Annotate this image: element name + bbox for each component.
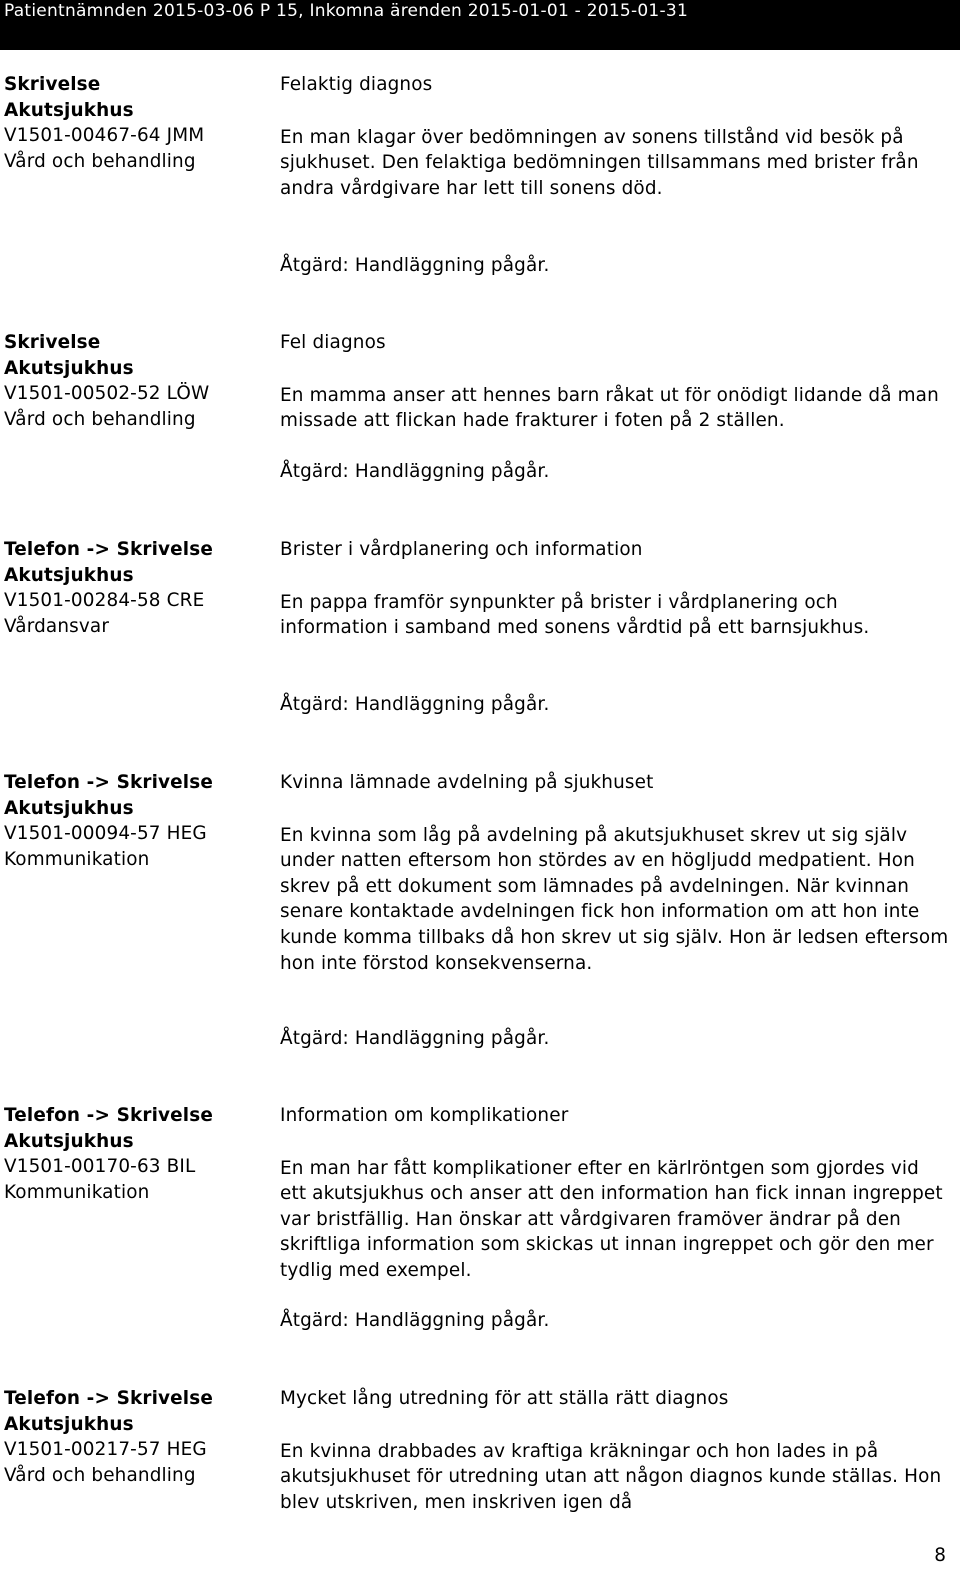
case-title: Mycket lång utredning för att ställa rätt diagnos xyxy=(280,1388,729,1409)
case-unit: Akutsjukhus xyxy=(4,1413,134,1435)
case-description: En pappa framför synpunkter på brister i vårdplanering och information i samband med sonens vårdtid på ett barnsjukhus. xyxy=(280,591,870,639)
case-unit: Akutsjukhus xyxy=(4,357,134,379)
case-channel: Skrivelse xyxy=(4,332,101,353)
case-channel: Telefon -> Skrivelse xyxy=(4,1388,213,1409)
case-id: V1501-00170-63 BIL xyxy=(4,1156,196,1178)
case-id: V1501-00502-52 LÖW xyxy=(4,383,210,405)
case-id: V1501-00217-57 HEG xyxy=(4,1439,207,1461)
case-description: En kvinna drabbades av kraftiga kräkningar och hon lades in på akutsjukhuset för utredning utan att någon diagnos kunde ställas. Hon blev utskriven, men inskriven igen då xyxy=(280,1440,942,1513)
case-meta xyxy=(4,1103,274,1205)
case-meta xyxy=(4,330,274,432)
case-body xyxy=(280,1386,950,1515)
case-action: Åtgärd: Handläggning pågår. xyxy=(280,461,550,482)
case-action: Åtgärd: Handläggning pågår. xyxy=(280,1028,550,1049)
header-title: Patientnämnden 2015-03-06 P 15, Inkomna ärenden 2015-01-01 - 2015-01-31 xyxy=(4,1,689,21)
page-header xyxy=(0,0,960,50)
case-category: Vård och behandling xyxy=(4,150,196,172)
case-title: Felaktig diagnos xyxy=(280,74,433,95)
case-body xyxy=(280,330,950,434)
case-meta xyxy=(4,770,274,872)
case-category: Kommunikation xyxy=(4,1181,150,1203)
case-meta xyxy=(4,1386,274,1488)
case-body xyxy=(280,72,950,201)
case-unit: Akutsjukhus xyxy=(4,564,134,586)
case-unit: Akutsjukhus xyxy=(4,99,134,121)
case-id: V1501-00094-57 HEG xyxy=(4,823,207,845)
case-meta xyxy=(4,537,274,639)
case-channel: Skrivelse xyxy=(4,74,101,95)
case-unit: Akutsjukhus xyxy=(4,1130,134,1152)
case-body xyxy=(280,537,950,641)
case-description: En mamma anser att hennes barn råkat ut för onödigt lidande då man missade att flickan hade frakturer i foten på 2 ställen. xyxy=(280,384,939,432)
case-unit: Akutsjukhus xyxy=(4,797,134,819)
case-category: Vård och behandling xyxy=(4,408,196,430)
case-action: Åtgärd: Handläggning pågår. xyxy=(280,255,550,276)
case-description: En man klagar över bedömningen av sonens tillstånd vid besök på sjukhuset. Den felaktiga bedömningen tillsammans med brister från andra vårdgivare har lett till sonens död. xyxy=(280,126,919,199)
case-category: Kommunikation xyxy=(4,848,150,870)
case-id: V1501-00284-58 CRE xyxy=(4,590,205,612)
case-description: En kvinna som låg på avdelning på akutsjukhuset skrev ut sig själv under natten eftersom hon stördes av en högljudd medpatient. Hon skrev på ett dokument som lämnades på avdelningen. När kvinnan senare kontaktade avdelningen fick hon information om att hon inte kunde komma tillbaks då hon skrev ut sig själv. Hon är ledsen eftersom hon inte förstod konsekvenserna. xyxy=(280,824,949,974)
case-title: Brister i vårdplanering och information xyxy=(280,539,643,560)
case-channel: Telefon -> Skrivelse xyxy=(4,1105,213,1126)
case-category: Vård och behandling xyxy=(4,1464,196,1486)
case-id: V1501-00467-64 JMM xyxy=(4,125,205,147)
case-action: Åtgärd: Handläggning pågår. xyxy=(280,694,550,715)
case-channel: Telefon -> Skrivelse xyxy=(4,539,213,560)
case-category: Vårdansvar xyxy=(4,615,110,637)
case-body xyxy=(280,770,950,976)
case-action: Åtgärd: Handläggning pågår. xyxy=(280,1310,550,1331)
case-title: Information om komplikationer xyxy=(280,1105,569,1126)
case-title: Kvinna lämnade avdelning på sjukhuset xyxy=(280,772,654,793)
case-channel: Telefon -> Skrivelse xyxy=(4,772,213,793)
case-body xyxy=(280,1103,950,1284)
page-number: 8 xyxy=(934,1545,946,1566)
case-meta xyxy=(4,72,274,174)
case-title: Fel diagnos xyxy=(280,332,386,353)
case-description: En man har fått komplikationer efter en kärlröntgen som gjordes vid ett akutsjukhus och anser att den information han fick innan ingreppet var bristfällig. Han önskar att vårdgivaren framöver ändrar på den skriftliga information som skickas ut innan ingreppet och gör den mer tydlig med exempel. xyxy=(280,1157,943,1281)
